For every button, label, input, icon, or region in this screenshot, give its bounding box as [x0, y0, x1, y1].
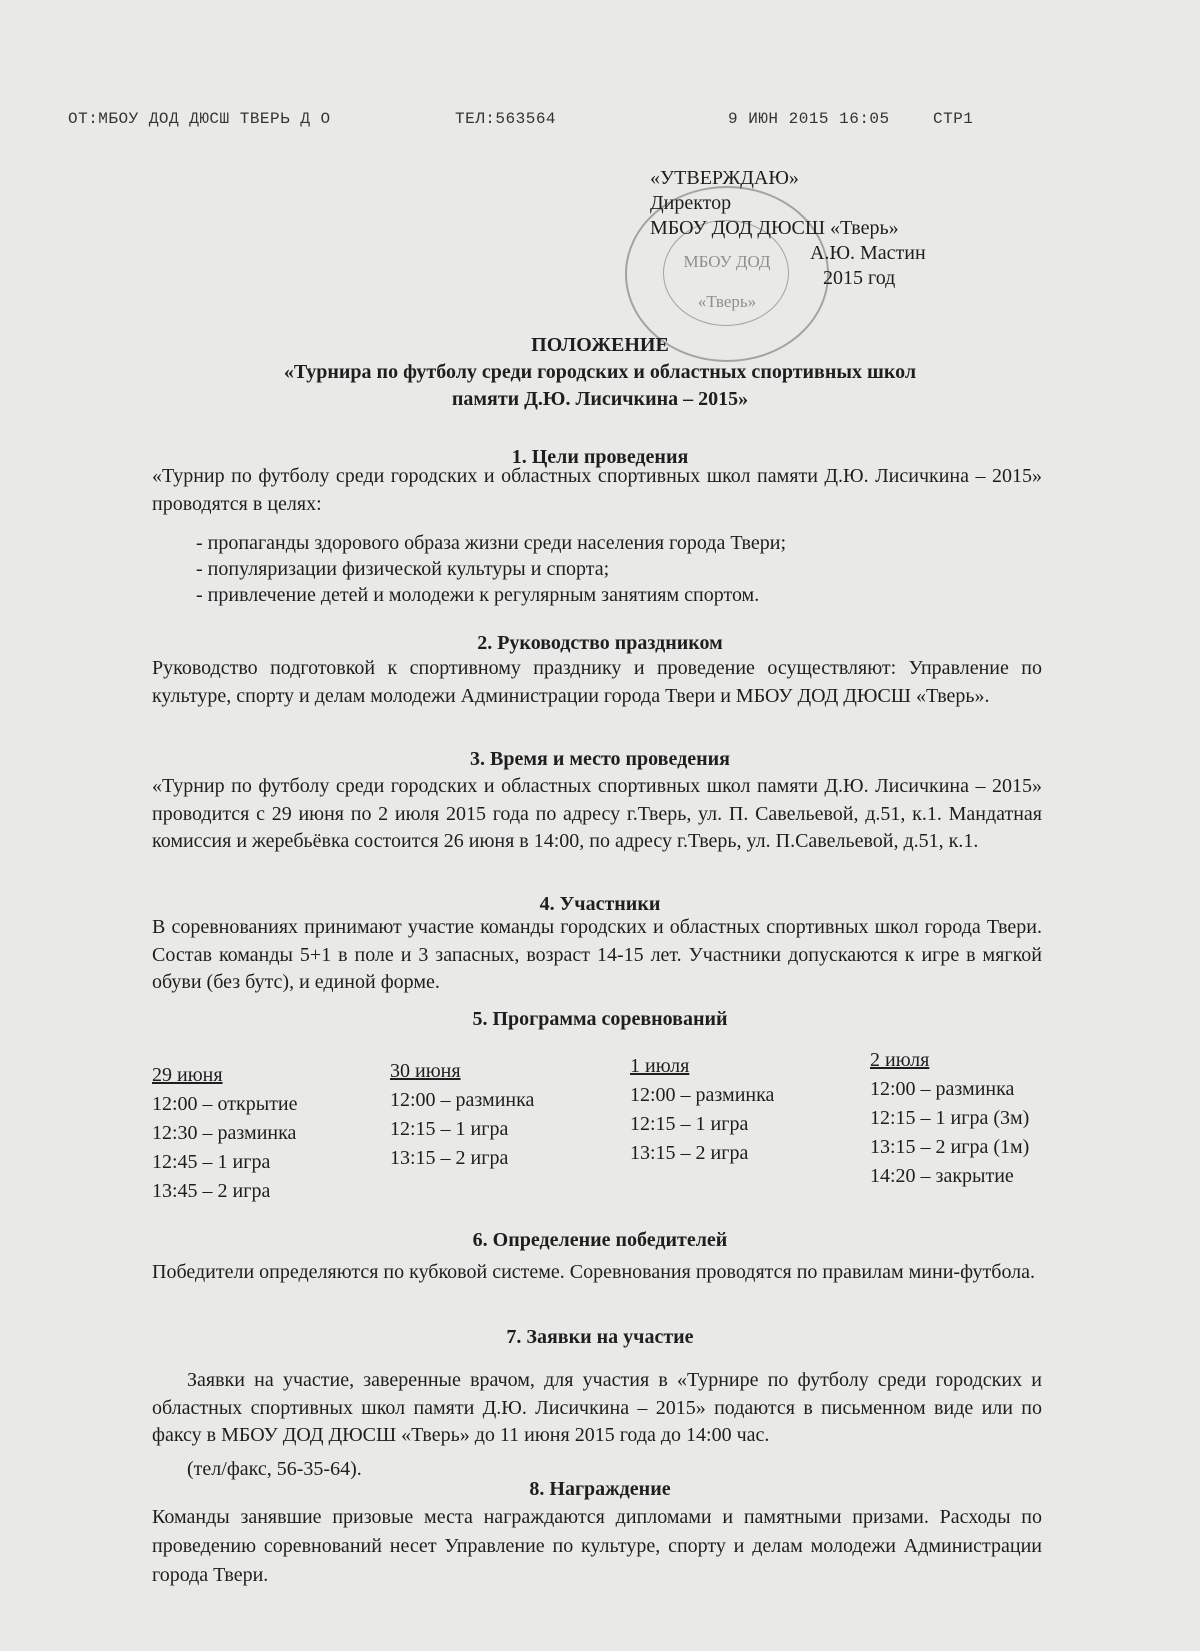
approval-organization: МБОУ ДОД ДЮСШ «Тверь»	[650, 217, 899, 239]
schedule-date: 2 июля	[870, 1049, 930, 1071]
schedule-item: 12:00 – открытие	[152, 1093, 298, 1115]
schedule-item: 13:15 – 2 игра	[390, 1147, 509, 1169]
schedule-date: 30 июня	[390, 1060, 461, 1082]
section-7-heading: 7. Заявки на участие	[506, 1326, 694, 1348]
section-6-heading: 6. Определение победителей	[472, 1229, 728, 1251]
schedule-day-4	[870, 1046, 1029, 1191]
section-8-heading: 8. Награждение	[529, 1478, 671, 1500]
schedule-date: 29 июня	[152, 1064, 223, 1086]
schedule-item: 12:00 – разминка	[390, 1089, 535, 1111]
approval-position: Директор	[650, 192, 732, 214]
schedule-item: 12:15 – 1 игра	[630, 1113, 749, 1135]
section-2-heading: 2. Руководство праздником	[477, 632, 723, 654]
schedule-day-3	[630, 1052, 774, 1168]
document-title	[150, 332, 1050, 413]
schedule-item: 12:45 – 1 игра	[152, 1151, 271, 1173]
fax-sender: ОТ:МБОУ ДОД ДЮСШ ТВЕРЬ Д О	[68, 110, 331, 128]
stamp-line-1: МБОУ ДОД	[683, 252, 771, 271]
section-1-heading: 1. Цели проведения	[511, 446, 689, 468]
section-4-heading: 4. Участники	[539, 893, 661, 915]
section-7-text: Заявки на участие, заверенные врачом, для участия в «Турнире по футболу среди городских и областных спортивных школ памяти Д.Ю. Лисичкина – 2015» подаются в письменном виде или по факсу в МБОУ ДОД ДЮСШ «Тверь» до 11 июня 2015 года до 14:00 час.	[152, 1369, 1042, 1446]
schedule-item: 12:15 – 1 игра	[390, 1118, 509, 1140]
section-7-contact: (тел/факс, 56-35-64).	[187, 1458, 362, 1480]
section-6-text: Победители определяются по кубковой системе. Соревнования проводятся по правилам мини-футбола.	[152, 1261, 1036, 1283]
title-line-1: ПОЛОЖЕНИЕ	[531, 334, 669, 356]
schedule-day-2	[390, 1057, 534, 1173]
fax-header	[0, 110, 1200, 132]
section-5-heading: 5. Программа соревнований	[472, 1008, 728, 1030]
schedule-item: 13:45 – 2 игра	[152, 1180, 271, 1202]
goal-item: - привлечение детей и молодежи к регулярным занятиям спортом.	[196, 584, 760, 606]
goal-item: - пропаганды здорового образа жизни среди населения города Твери;	[196, 532, 786, 554]
title-line-3: памяти Д.Ю. Лисичкина – 2015»	[451, 388, 749, 410]
goal-item: - популяризации физической культуры и спорта;	[196, 558, 610, 580]
schedule-day-1	[152, 1061, 298, 1206]
schedule-item: 13:15 – 2 игра	[630, 1142, 749, 1164]
title-line-2: «Турнира по футболу среди городских и областных спортивных школ	[283, 361, 917, 383]
approval-year: 2015 год	[823, 267, 896, 289]
section-1-text: «Турнир по футболу среди городских и областных спортивных школ памяти Д.Ю. Лисичкина – 2015» проводятся в целях:	[152, 465, 1042, 515]
schedule-item: 12:00 – разминка	[870, 1078, 1015, 1100]
section-8-text: Команды занявшие призовые места награждаются дипломами и памятными призами. Расходы по проведению соревнований несет Управление по культуре, спорту и делам молодежи Администрации города Твери.	[152, 1506, 1042, 1586]
section-1-bullets	[196, 530, 786, 608]
schedule-item: 14:20 – закрытие	[870, 1165, 1014, 1187]
section-3-heading: 3. Время и место проведения	[470, 748, 730, 770]
schedule-date: 1 июля	[630, 1055, 690, 1077]
schedule-item: 13:15 – 2 игра (1м)	[870, 1136, 1030, 1158]
fax-datetime: 9 ИЮН 2015 16:05	[728, 110, 890, 128]
section-4-text: В соревнованиях принимают участие команды городских и областных спортивных школ города Твери. Состав команды 5+1 в поле и 3 запасных, возраст 14-15 лет. Участники допускаются к игре в мягкой обуви (без бутс), и единой форме.	[152, 916, 1042, 993]
approval-signatory: А.Ю. Мастин	[810, 242, 926, 264]
section-2-text: Руководство подготовкой к спортивному празднику и проведение осуществляют: Управление по культуре, спорту и делам молодежи Администрации города Твери и МБОУ ДОД ДЮСШ «Тверь».	[152, 657, 1042, 707]
approval-heading: «УТВЕРЖДАЮ»	[650, 167, 799, 189]
schedule-item: 12:30 – разминка	[152, 1122, 297, 1144]
schedule-item: 12:15 – 1 игра (3м)	[870, 1107, 1030, 1129]
fax-page-number: СТР1	[933, 110, 974, 128]
fax-phone: ТЕЛ:563564	[455, 110, 557, 128]
schedule-item: 12:00 – разминка	[630, 1084, 775, 1106]
stamp-line-2: «Тверь»	[697, 292, 757, 311]
approval-block	[650, 166, 926, 291]
section-3-text: «Турнир по футболу среди городских и областных спортивных школ памяти Д.Ю. Лисичкина – 2015» проводится с 29 июня по 2 июля 2015 года по адресу г.Тверь, ул. П. Савельевой, д.51, к.1. Мандатная комиссия и жеребьёвка состоится 26 июня в 14:00, по адресу г.Тверь, ул. П.Савельевой, д.51, к.1.	[152, 775, 1042, 852]
